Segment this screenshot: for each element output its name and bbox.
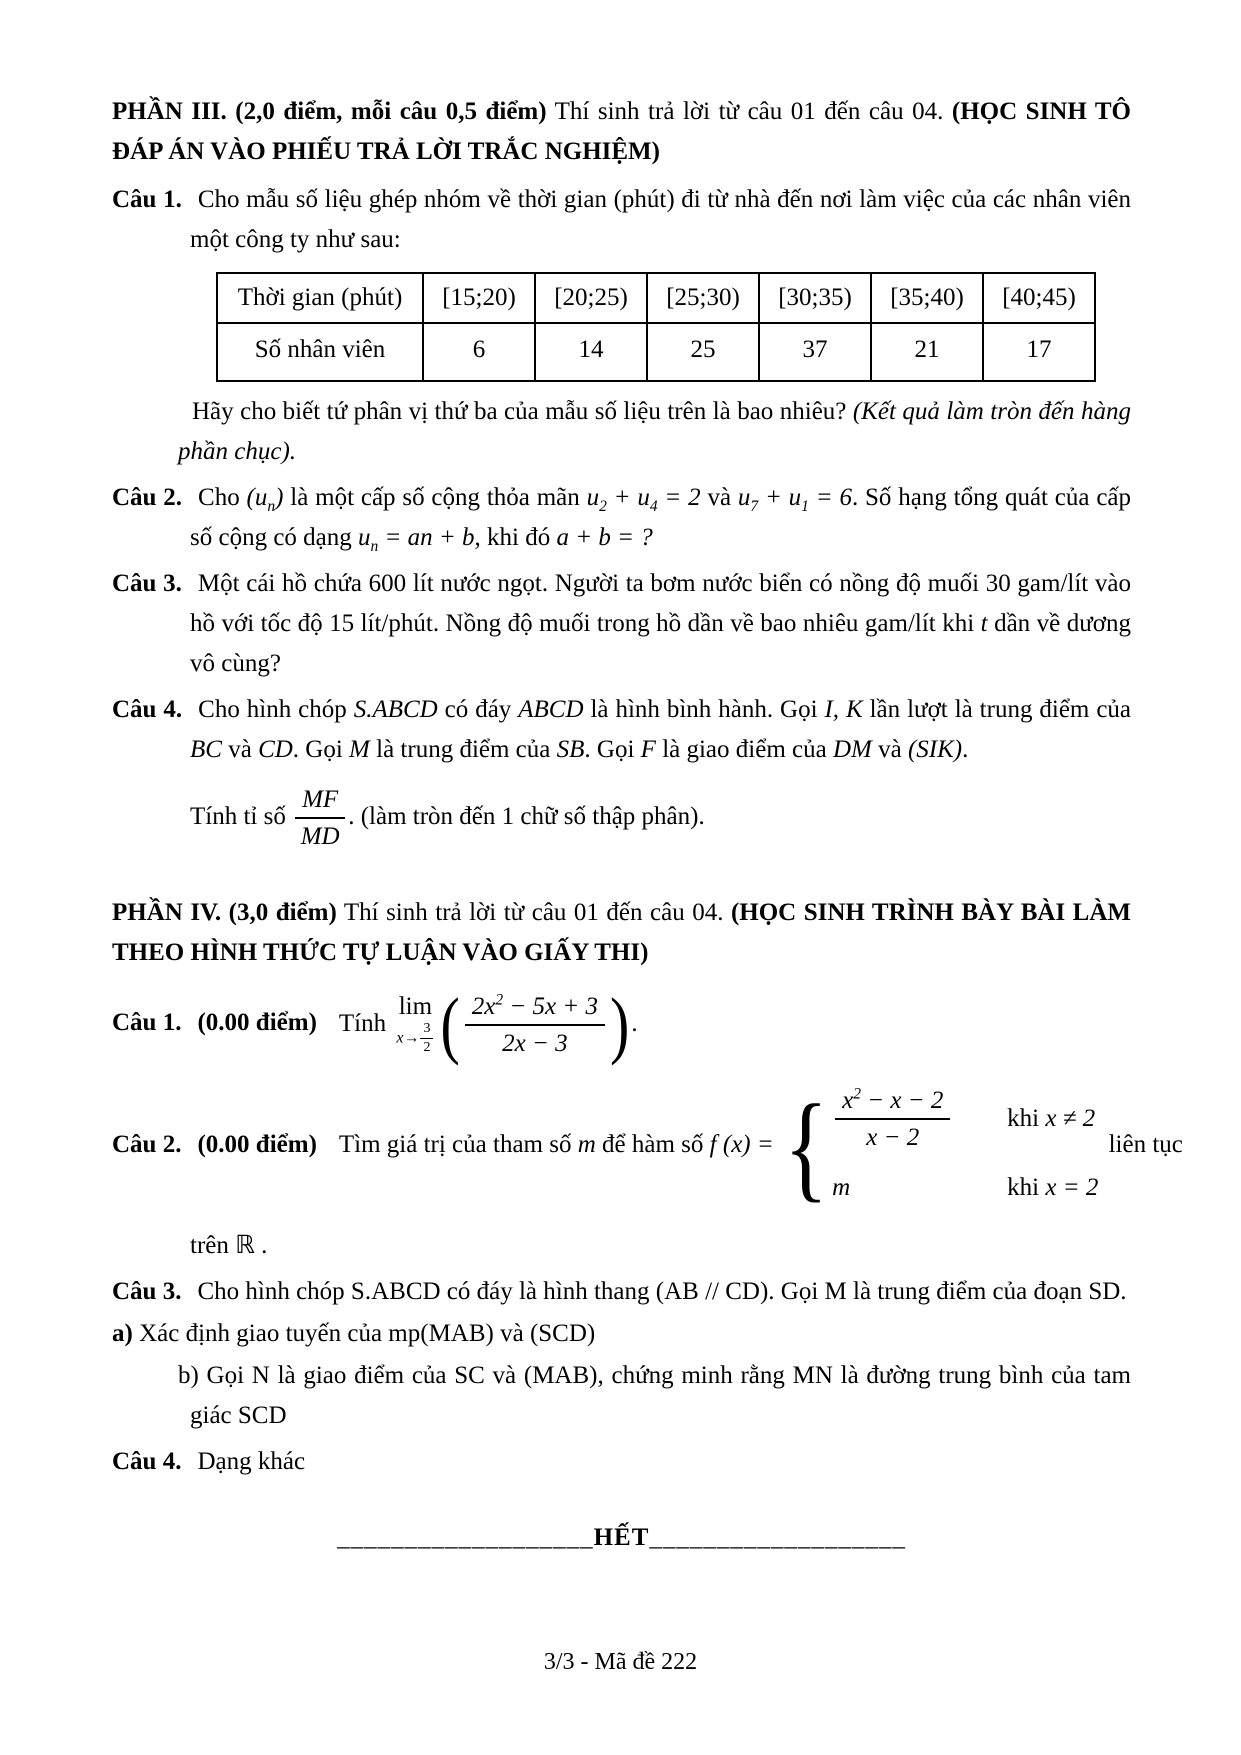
question-label: Câu 3. (112, 570, 182, 597)
question-text: và (221, 736, 259, 763)
part3-question-4-ratio (112, 784, 1131, 853)
denominator: 2 (423, 1040, 431, 1055)
limit-word: lim (398, 993, 433, 1021)
math-expression: ABCD (518, 696, 584, 723)
question-text: Tính (338, 1009, 387, 1037)
numerator: $x^2 - x - 2$ (835, 1085, 950, 1120)
question-text: Dạng khác (197, 1447, 306, 1475)
numerator: MF (295, 784, 345, 819)
question-text: . Số hạng tổng quát của cấp số cộng có dạng (190, 484, 1132, 551)
piecewise-cases (832, 1085, 1098, 1208)
table-header-cell: [30;35) (759, 273, 871, 323)
condition-expression: x = 2 (1045, 1173, 1099, 1201)
denominator: x − 2 (866, 1124, 920, 1152)
math-expression: $u_2 + u_4 = 2$ (586, 484, 701, 515)
question-label: Câu 2. (112, 484, 183, 511)
question-text: Hãy cho biết tứ phân vị thứ ba của mẫu số liệu trên là bao nhiêu? (192, 398, 853, 425)
case-expression: m (832, 1173, 851, 1201)
fraction (835, 1085, 950, 1154)
points-label: (0.00 điểm) (197, 1130, 317, 1158)
part3-question-4 (112, 690, 1131, 770)
math-expression: SB (556, 736, 585, 763)
part3-question-1 (112, 180, 1131, 260)
points-label: (0.00 điểm) (197, 1009, 317, 1037)
question-label: Câu 1. (112, 186, 182, 213)
question-text: . Gọi (292, 736, 350, 763)
question-text: Cho hình chóp (198, 696, 354, 723)
part4-question-3a (112, 1314, 1131, 1354)
piecewise-function (783, 1079, 1099, 1213)
math-expression: m (577, 1130, 596, 1158)
question-text: dần về dương vô cùng? (190, 610, 1131, 677)
part3-question-2 (112, 478, 1131, 558)
part3-heading-bold-note: (HỌC SINH TÔ ĐÁP ÁN VÀO PHIẾU TRẢ LỜI TRẮC NGHIỆM) (112, 98, 1131, 165)
math-expression: DM (832, 736, 872, 763)
question-label: Câu 1. (112, 1009, 182, 1037)
part3-heading-normal: Thí sinh trả lời từ câu 01 đến câu 04. (546, 98, 952, 125)
question-text: . (631, 1009, 638, 1037)
math-expression: $u_n$ = an + b (358, 524, 475, 555)
question-text: có đáy (437, 696, 519, 723)
question-text: . Gọi (584, 736, 641, 763)
part3-question-3 (112, 564, 1131, 684)
table-header-row (217, 273, 1095, 323)
table-data-cell: 21 (871, 323, 983, 381)
table-data-cell: 25 (647, 323, 759, 381)
table-data-cell: 37 (759, 323, 871, 381)
question-label: Câu 4. (112, 1447, 182, 1475)
question-note: (Kết quả làm tròn đến hàng phần chục). (178, 398, 1131, 465)
question-text: , khi đó (474, 524, 557, 551)
case-condition (1007, 1168, 1098, 1208)
page-footer: 3/3 - Mã đề 222 (543, 1648, 698, 1675)
math-expression: I, K (824, 696, 863, 723)
math-expression: (SIK) (907, 736, 963, 763)
question-text: . (962, 736, 969, 763)
part3-heading (112, 92, 1131, 172)
question-text: Một cái hồ chứa 600 lít nước ngọt. Người ta bơm nước biển có nồng độ muối 30 gam/lít vào hồ với tốc độ 15 lít/phút. Nồng độ muối trong hồ dần về bao nhiêu gam/lít khi (190, 570, 1131, 637)
limit-subscript (396, 1021, 434, 1056)
part4-heading-normal: Thí sinh trả lời từ câu 01 đến câu 04. (336, 898, 731, 926)
math-expression: M (349, 736, 370, 763)
question-text: b) Gọi N là giao điểm của SC và (MAB), chứng minh rằng MN là đường trung bình của tam giác SCD (178, 1361, 1131, 1429)
part4-question-4 (112, 1442, 1131, 1482)
table-data-cell: 6 (423, 323, 535, 381)
fraction (420, 1021, 433, 1056)
table-header-cell: Thời gian (phút) (217, 273, 423, 323)
condition-word: khi (1007, 1105, 1046, 1133)
open-paren: ( (440, 981, 460, 1067)
question-text: liên tục (1102, 1130, 1183, 1158)
part4-heading-bold-lead: PHẦN IV. (3,0 điểm) (112, 898, 337, 926)
part4-heading-bold-note: (HỌC SINH TRÌNH BÀY BÀI LÀM THEO HÌNH THỨC TỰ LUẬN VÀO GIẤY THI) (112, 898, 1131, 966)
question-text: là giao điểm của (655, 736, 833, 763)
limit-block (396, 993, 434, 1056)
math-expression: S.ABCD (353, 696, 438, 723)
part3-question-1-ask (112, 392, 1131, 472)
question-text: lần lượt là trung điểm của (862, 696, 1132, 723)
question-text: Tính tỉ số (190, 802, 293, 830)
table-header-cell: [40;45) (983, 273, 1095, 323)
question-text: . (làm tròn đến 1 chữ số thập phân). (348, 802, 705, 830)
table-row-label: Số nhân viên (217, 323, 423, 381)
table-header-cell: [25;30) (647, 273, 759, 323)
limit-variable: x→ (396, 1029, 420, 1047)
part4-question-2 (112, 1079, 1183, 1213)
question-text: là một cấp số cộng thỏa mãn (283, 484, 587, 511)
table-data-cell: 14 (535, 323, 647, 381)
condition-expression: x ≠ 2 (1045, 1105, 1096, 1133)
piecewise-brace: { (783, 1079, 829, 1213)
question-label: Câu 2. (112, 1130, 182, 1158)
math-expression: BC (190, 736, 222, 763)
math-expression: F (640, 736, 656, 763)
case-condition (1007, 1099, 1095, 1139)
table-data-row (217, 323, 1095, 381)
numerator: $2x^2 - 5x + 3$ (465, 991, 605, 1026)
math-expression: $(u_n)$ (246, 484, 284, 515)
question-label: Câu 4. (112, 696, 183, 723)
condition-word: khi (1007, 1173, 1046, 1201)
part4-question-1 (112, 981, 1131, 1067)
part3-heading-bold-lead: PHẦN III. (2,0 điểm, mỗi câu 0,5 điểm) (112, 98, 547, 125)
part4-question-3 (112, 1272, 1131, 1312)
case-expression (832, 1085, 997, 1154)
denominator: MD (300, 823, 340, 851)
subquestion-label: a) (112, 1319, 133, 1347)
question-text: và (871, 736, 908, 763)
question-label: Câu 3. (112, 1277, 182, 1305)
het-label: HẾT (593, 1523, 650, 1551)
question-text: để hàm số (595, 1130, 710, 1158)
question-text: Xác định giao tuyến của mp(MAB) và (SCD) (132, 1319, 596, 1347)
math-expression: f (x) = (709, 1130, 774, 1158)
frequency-table (216, 272, 1096, 382)
question-text: và (700, 484, 738, 511)
table-header-cell: [35;40) (871, 273, 983, 323)
fraction (465, 991, 605, 1060)
part4-question-2-domain: trên ℝ . (190, 1231, 268, 1259)
part4-question-3b (112, 1356, 1131, 1436)
denominator: 2x − 3 (502, 1029, 568, 1057)
question-text: Cho (198, 484, 247, 511)
question-text: là hình bình hành. Gọi (583, 696, 825, 723)
het-line-right: ___________________ (649, 1523, 906, 1551)
math-expression: CD (258, 736, 293, 763)
het-separator (112, 1518, 1131, 1558)
numerator: 3 (420, 1021, 433, 1039)
piecewise-case (832, 1085, 1098, 1154)
part4-heading (112, 893, 1131, 973)
close-paren: ) (610, 981, 630, 1067)
question-text: Cho mẫu số liệu ghép nhóm về thời gian (phút) đi từ nhà đến nơi làm việc của các nhân viên một công ty như sau: (190, 186, 1131, 253)
math-expression: t (980, 610, 988, 637)
math-expression: a + b = ? (556, 524, 653, 551)
table-header-cell: [20;25) (535, 273, 647, 323)
fraction (295, 784, 345, 853)
math-expression: $u_7 + u_1 = 6$ (737, 484, 852, 515)
table-header-cell: [15;20) (423, 273, 535, 323)
question-text: Cho hình chóp S.ABCD có đáy là hình thang (AB // CD). Gọi M là trung điểm của đoạn SD. (197, 1277, 1127, 1305)
het-line-left: ___________________ (337, 1523, 594, 1551)
table-data-cell: 17 (983, 323, 1095, 381)
question-text: là trung điểm của (369, 736, 557, 763)
question-text: Tìm giá trị của tham số (338, 1130, 578, 1158)
piecewise-case (832, 1168, 1098, 1208)
